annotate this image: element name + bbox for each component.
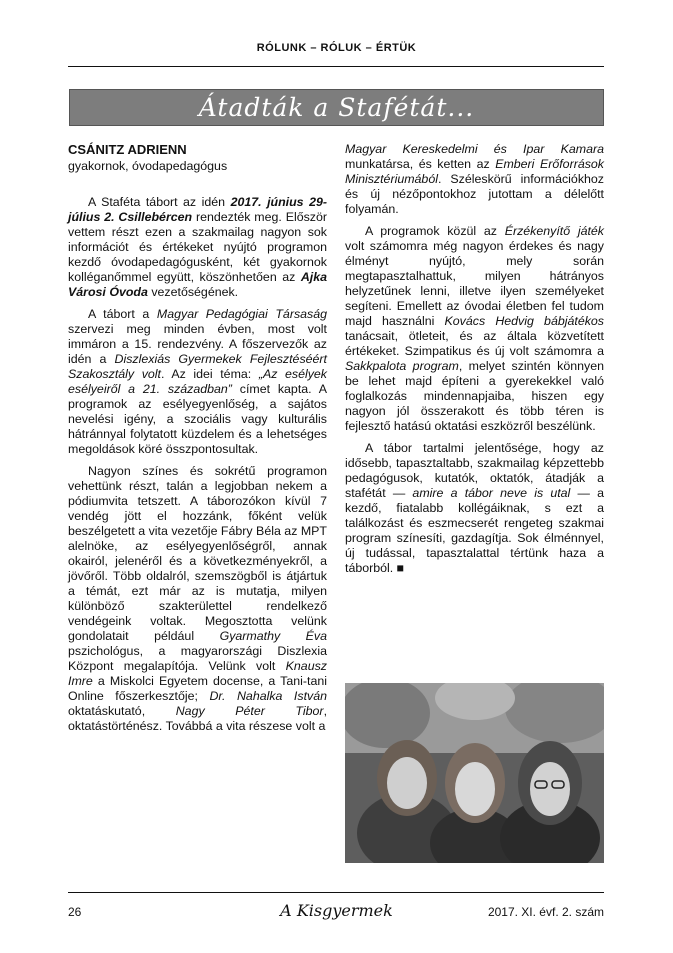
- paragraph-3-continued: Magyar Kereskedelmi és Ipar Kamara munkatársa, és ketten az Emberi Erőforrások Minisztériumából. Széleskörű információkhoz és új nézőpontokhoz jutottam a délelőtt folyamán.: [345, 142, 604, 216]
- group-photo: [345, 683, 604, 863]
- author-role: gyakornok, óvodapedagógus: [68, 159, 228, 173]
- article-title: Átadták a Stafétát...: [198, 93, 475, 122]
- title-bar: [69, 89, 604, 126]
- column-left: [68, 142, 327, 734]
- magazine-name: A Kisgyermek: [280, 901, 393, 920]
- footer-rule: [68, 892, 604, 893]
- paragraph-3: Nagyon színes és sokrétű programon vehettünk részt, talán a legjobban nekem a pódiumvita tetszett. A táborozókon kívül 7 vendég jött el hozzánk, főként velük beszélgetett a vita vezetője Fábry Béla az MPT alelnöke, az esélyegyenlőségről, annak okairól, jelenéről és a következményekről, a jövőről. Több oldalról, szemszögből is átjártuk a témát, ezt már az is mutatja, milyen különböző szakterülettel rendelkező vendégeink voltak. Megosztotta velünk gondolatait például Gyarmathy Éva pszichológus, a magyarországi Diszlexia Központ megalapítója. Velünk volt Knausz Imre a Miskolci Egyetem docense, a Tani-tani Online főszerkesztője; Dr. Nahalka István oktatáskutató, Nagy Péter Tibor, oktatástörténész. Továbbá a vita részese volt a: [68, 464, 328, 733]
- paragraph-5: A tábor tartalmi jelentősége, hogy az idősebb, tapasztaltabb, szakmailag képzettebb pedagógusok, kutatók, oktatók, átadják a stafétát — amire a tábor neve is utal — a kezdő, fiatalabb kollégáiknak, s ezt a találkozást és eszmecserét rengeteg szakmai program színesíti, gazdagítja. Sok élménnyel, új tudással, tapasztalattal tértünk haza a táborból. ■: [345, 441, 604, 575]
- issue-info: 2017. XI. évf. 2. szám: [487, 905, 604, 919]
- paragraph-1: A Staféta tábort az idén 2017. június 29- július 2. Csillebércen rendezték meg. Először vettem részt ezen a szakmailag nagyon sok információt és értékeket nyújtó programon kezdő óvodapedagógusként, két gyakornok kolléganőmmel együtt, köszönhetően az Ajka Városi Óvoda vezetőségének.: [68, 195, 328, 299]
- page-number: 26: [68, 905, 82, 919]
- header-rule: [68, 66, 604, 67]
- column-right: [345, 142, 604, 576]
- author-name: CSÁNITZ ADRIENN: [68, 142, 187, 157]
- section-header: RÓLUNK – RÓLUK – ÉRTÜK: [256, 42, 417, 54]
- paragraph-4: A programok közül az Érzékenyítő játék volt számomra még nagyon érdekes és nagy élményt nyújtó, mely során megtapasztalhattuk, milyen hátrányos helyzetűnek lenni, illetve ilyen személyeket segíteni. Emellett az óvodai életben fel tudom majd használni Kovács Hedvig bábjátékos tanácsait, ötleteit, és az általa közvetített értékeket. Szimpatikus és új volt számomra a Sakkpalota program, melyet szintén könnyen be lehet majd építeni a gyerekekkel való foglalkozás mindennapjaiba, hiszen egy nagyon jól összerakott és több téren is fejlesztő hatású oktatási eszközről beszélünk.: [345, 224, 605, 433]
- paragraph-2: A tábort a Magyar Pedagógiai Társaság szervezi meg minden évben, most volt immáron a 15. rendezvény. A főszervezők az idén a Diszlexiás Gyermekek Fejlesztéséért Szakosztály volt. Az idei téma: „Az esélyek esélyeiről a 21. században” címet kapta. A programok az esélyegyenlőség, a sajátos nevelési igény, a szociális vagy kulturális hátránnyal folytatott küzdelem és a lehetséges megoldások köré összpontosultak.: [68, 307, 328, 456]
